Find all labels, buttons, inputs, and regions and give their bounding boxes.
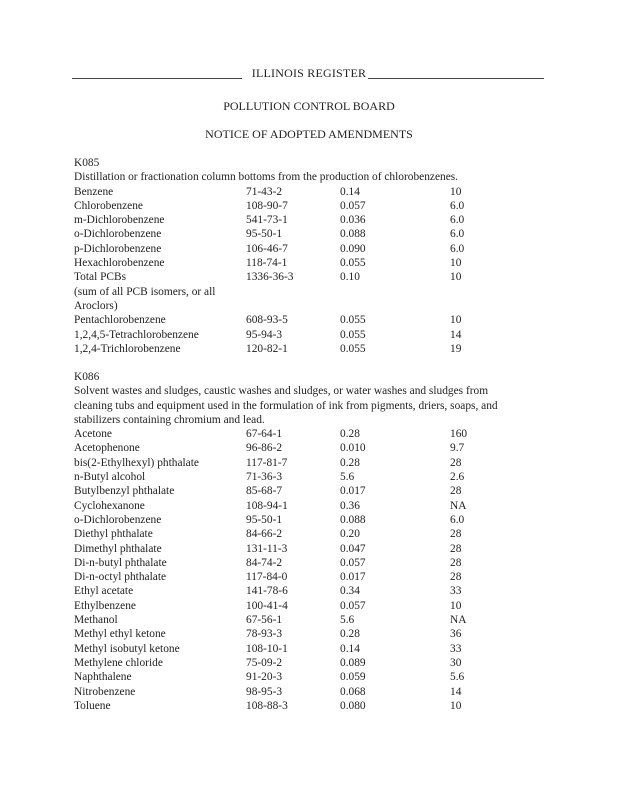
nonwastewater-standard: 6.0 <box>450 214 465 227</box>
cas-number: 117-81-7 <box>246 456 288 469</box>
cas-number: 120-82-1 <box>246 342 288 355</box>
cas-number: 67-64-1 <box>246 428 283 441</box>
cas-number: 118-74-1 <box>246 257 288 270</box>
waste-description-line: Solvent wastes and sludges, caustic washes and sludges, or water washes and sludges from <box>74 385 489 398</box>
constituent-name: Di-n-octyl phthalate <box>74 571 167 584</box>
nonwastewater-standard: 10 <box>450 314 462 327</box>
nonwastewater-standard: 33 <box>450 642 462 655</box>
waste-code: K085 <box>74 157 100 169</box>
nonwastewater-standard: 28 <box>450 485 462 498</box>
nonwastewater-standard: 6.0 <box>450 513 465 526</box>
wastewater-standard: 0.34 <box>340 585 360 598</box>
cas-number: 75-09-2 <box>246 656 283 669</box>
cas-number: 108-88-3 <box>246 699 288 712</box>
wastewater-standard: 0.017 <box>340 571 366 584</box>
constituent-name: Toluene <box>74 699 111 712</box>
cas-number: 1336-36-3 <box>246 271 294 284</box>
nonwastewater-standard: 28 <box>450 542 462 555</box>
cas-number: 541-73-1 <box>246 214 288 227</box>
wastewater-standard: 5.6 <box>340 614 355 627</box>
constituent-name: Methanol <box>74 614 118 627</box>
nonwastewater-standard: 28 <box>450 528 462 541</box>
wastewater-standard: 0.036 <box>340 214 366 227</box>
wastewater-standard: 0.28 <box>340 456 360 469</box>
nonwastewater-standard: 6.0 <box>450 228 465 241</box>
cas-number: 96-86-2 <box>246 442 283 455</box>
table-row <box>74 527 544 541</box>
table-row <box>74 242 544 256</box>
wastewater-standard: 0.088 <box>340 513 366 526</box>
wastewater-standard: 0.14 <box>340 642 360 655</box>
nonwastewater-standard: 14 <box>450 685 462 698</box>
table-row <box>74 513 544 527</box>
nonwastewater-standard: 14 <box>450 328 462 341</box>
table-row <box>74 470 544 484</box>
constituent-name: Benzene <box>74 185 114 198</box>
table-row <box>74 199 544 213</box>
constituent-name: 1,2,4-Trichlorobenzene <box>74 342 181 355</box>
cas-number: 85-68-7 <box>246 485 283 498</box>
constituent-name: Pentachlorobenzene <box>74 314 166 327</box>
nonwastewater-standard: 19 <box>450 342 462 355</box>
cas-number: 71-43-2 <box>246 185 283 198</box>
wastewater-standard: 0.057 <box>340 556 366 569</box>
section-k086 <box>74 370 544 713</box>
wastewater-standard: 0.28 <box>340 428 360 441</box>
constituent-name: Di-n-butyl phthalate <box>74 556 167 569</box>
table-row <box>74 441 544 455</box>
waste-description: Distillation or fractionation column bottoms from the production of chlorobenzenes. <box>74 171 459 184</box>
constituent-name: Chlorobenzene <box>74 199 143 212</box>
wastewater-standard: 0.010 <box>340 442 366 455</box>
table-row <box>74 584 544 598</box>
wastewater-standard: 0.090 <box>340 242 366 255</box>
constituent-name: Acetophenone <box>74 442 140 455</box>
nonwastewater-standard: 160 <box>450 428 468 441</box>
table-row <box>74 542 544 556</box>
nonwastewater-standard: NA <box>450 499 467 512</box>
constituent-name: Nitrobenzene <box>74 685 136 698</box>
nonwastewater-standard: 30 <box>450 656 462 669</box>
table-row <box>74 642 544 656</box>
wastewater-standard: 0.057 <box>340 199 366 212</box>
constituent-name: m-Dichlorobenzene <box>74 214 165 227</box>
table-row <box>74 213 544 227</box>
constituent-name: Hexachlorobenzene <box>74 257 165 270</box>
wastewater-standard: 0.28 <box>340 628 360 641</box>
table-row <box>74 227 544 241</box>
nonwastewater-standard: 10 <box>450 185 462 198</box>
table-row <box>74 570 544 584</box>
waste-description-line: cleaning tubs and equipment used in the formulation of ink from pigments, driers, soaps, and <box>74 399 498 412</box>
nonwastewater-standard: 10 <box>450 699 462 712</box>
constituent-name: Naphthalene <box>74 671 132 684</box>
cas-number: 95-94-3 <box>246 328 283 341</box>
wastewater-standard: 0.088 <box>340 228 366 241</box>
constituent-name: Methylene chloride <box>74 656 163 669</box>
table-row <box>74 670 544 684</box>
nonwastewater-standard: 9.7 <box>450 442 465 455</box>
constituent-name: bis(2-Ethylhexyl) phthalate <box>74 456 199 469</box>
cas-number: 131-11-3 <box>246 542 288 555</box>
section-k085 <box>74 156 544 356</box>
constituent-name: 1,2,4,5-Tetrachlorobenzene <box>74 328 199 341</box>
cas-number: 141-78-6 <box>246 585 288 598</box>
nonwastewater-standard: 5.6 <box>450 671 465 684</box>
table-row <box>74 484 544 498</box>
wastewater-standard: 0.10 <box>340 271 360 284</box>
table-row <box>74 656 544 670</box>
cas-number: 108-90-7 <box>246 199 288 212</box>
cas-number: 98-95-3 <box>246 685 283 698</box>
cas-number: 84-74-2 <box>246 556 283 569</box>
table-row <box>74 328 544 342</box>
wastewater-standard: 0.080 <box>340 699 366 712</box>
cas-number: 95-50-1 <box>246 228 283 241</box>
constituent-table <box>74 427 544 713</box>
header-rule-right <box>368 78 544 79</box>
cas-number: 71-36-3 <box>246 471 283 484</box>
table-row <box>74 556 544 570</box>
nonwastewater-standard: 28 <box>450 456 462 469</box>
constituent-name: Methyl ethyl ketone <box>74 628 166 641</box>
table-row <box>74 627 544 641</box>
constituent-name: n-Butyl alcohol <box>74 471 146 484</box>
nonwastewater-standard: 6.0 <box>450 242 465 255</box>
table-row <box>74 499 544 513</box>
table-row <box>74 685 544 699</box>
nonwastewater-standard: 10 <box>450 599 462 612</box>
board-title: POLLUTION CONTROL BOARD <box>223 99 395 113</box>
wastewater-standard: 0.20 <box>340 528 360 541</box>
nonwastewater-standard: 33 <box>450 585 462 598</box>
cas-number: 117-84-0 <box>246 571 288 584</box>
wastewater-standard: 0.089 <box>340 656 366 669</box>
nonwastewater-standard: 28 <box>450 556 462 569</box>
table-row <box>74 342 544 356</box>
constituent-name: Acetone <box>74 428 112 441</box>
constituent-name: o-Dichlorobenzene <box>74 228 162 241</box>
notice-title: NOTICE OF ADOPTED AMENDMENTS <box>205 127 413 141</box>
wastewater-standard: 5.6 <box>340 471 355 484</box>
constituent-table <box>74 185 544 357</box>
nonwastewater-standard: 36 <box>450 628 462 641</box>
constituent-name: Butylbenzyl phthalate <box>74 485 175 498</box>
constituent-name: o-Dichlorobenzene <box>74 513 162 526</box>
constituent-name: Cyclohexanone <box>74 499 145 512</box>
cas-number: 78-93-3 <box>246 628 283 641</box>
cas-number: 100-41-4 <box>246 599 288 612</box>
nonwastewater-standard: 10 <box>450 271 462 284</box>
wastewater-standard: 0.047 <box>340 542 366 555</box>
nonwastewater-standard: NA <box>450 614 467 627</box>
constituent-name: Ethyl acetate <box>74 585 134 598</box>
cas-number: 67-56-1 <box>246 614 283 627</box>
wastewater-standard: 0.36 <box>340 499 360 512</box>
table-row <box>74 427 544 441</box>
table-row <box>74 313 544 327</box>
cas-number: 608-93-5 <box>246 314 288 327</box>
wastewater-standard: 0.055 <box>340 328 366 341</box>
constituent-name: Total PCBs <box>74 271 127 284</box>
constituent-name: Dimethyl phthalate <box>74 542 162 555</box>
wastewater-standard: 0.055 <box>340 342 366 355</box>
cas-number: 95-50-1 <box>246 513 283 526</box>
table-row <box>74 256 544 270</box>
waste-code: K086 <box>74 371 100 383</box>
table-row <box>74 270 544 313</box>
wastewater-standard: 0.017 <box>340 485 366 498</box>
constituent-name-continued: Aroclors) <box>74 299 118 312</box>
waste-description-line: stabilizers containing chromium and lead. <box>74 413 265 426</box>
constituent-name: Ethylbenzene <box>74 599 136 612</box>
register-title: ILLINOIS REGISTER <box>251 66 367 80</box>
cas-number: 84-66-2 <box>246 528 283 541</box>
wastewater-standard: 0.055 <box>340 257 366 270</box>
wastewater-standard: 0.055 <box>340 314 366 327</box>
wastewater-standard: 0.14 <box>340 185 360 198</box>
table-row <box>74 185 544 199</box>
constituent-name: Diethyl phthalate <box>74 528 153 541</box>
wastewater-standard: 0.059 <box>340 671 366 684</box>
table-row <box>74 613 544 627</box>
table-row <box>74 456 544 470</box>
constituent-name: p-Dichlorobenzene <box>74 242 162 255</box>
table-row <box>74 599 544 613</box>
nonwastewater-standard: 2.6 <box>450 471 465 484</box>
wastewater-standard: 0.068 <box>340 685 366 698</box>
constituent-name: Methyl isobutyl ketone <box>74 642 180 655</box>
cas-number: 108-94-1 <box>246 499 288 512</box>
constituent-name-continued: (sum of all PCB isomers, or all <box>74 285 216 298</box>
wastewater-standard: 0.057 <box>340 599 366 612</box>
cas-number: 91-20-3 <box>246 671 283 684</box>
nonwastewater-standard: 28 <box>450 571 462 584</box>
cas-number: 106-46-7 <box>246 242 288 255</box>
table-row <box>74 699 544 713</box>
nonwastewater-standard: 10 <box>450 257 462 270</box>
cas-number: 108-10-1 <box>246 642 288 655</box>
nonwastewater-standard: 6.0 <box>450 199 465 212</box>
